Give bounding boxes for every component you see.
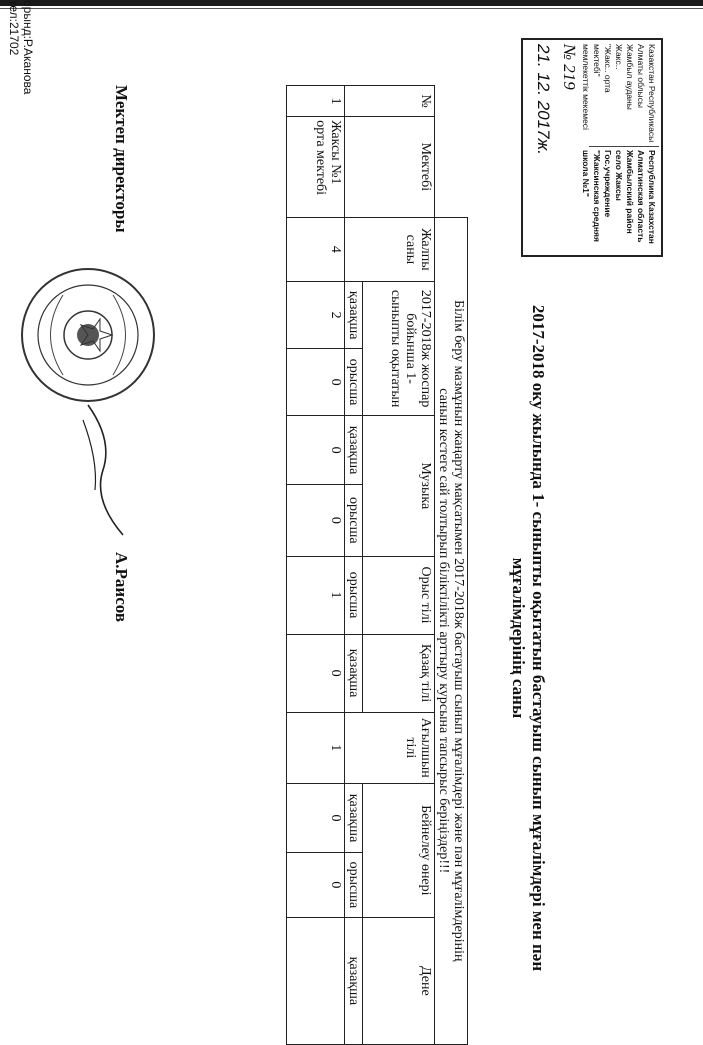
document-title: 2017-2018 оку жылында 1- сыныпты оқытатын бастауыш сынып мұғалімдері мен пән мұғалімдерінің саны — [509, 304, 548, 972]
cell-no: 1 — [287, 86, 345, 117]
stamp-reg-date: 21. 12. 2017ж. — [534, 44, 553, 155]
sub-music-ru: орысша — [345, 485, 363, 556]
header-english: Ағылшын тілі — [345, 712, 435, 783]
cell-art-kz: 0 — [287, 783, 345, 852]
sub-pe-kz: қазақша — [345, 917, 363, 1044]
cell-plan-kz: 2 — [287, 282, 345, 349]
school-seal-icon — [18, 265, 158, 405]
teachers-table — [286, 85, 468, 1045]
cell-school: Жаксы №1 орта мектебі — [287, 117, 345, 217]
footer-phone: тел:21702 — [7, 0, 21, 56]
sub-kazakh: қазақша — [345, 634, 363, 712]
stamp-russian-text: Республика Казахстан Алматинская область Жамбылский район село Жаксы Гос.учреждение "Жаксинская средняя школа №1" — [581, 150, 657, 244]
header-kazakh: Қазақ тілі — [363, 634, 435, 712]
table-caption: Білім беру мазмұнын жаңарту мақсатымен 2017-2018ж бастауыш сынып мұғалімдері және пән мұғалімдерінің санын кестеге сай толтырып біліктілікті арттыру курсына тапсырыс беріңіздер!!! — [435, 217, 468, 1044]
header-art: Бейнелеу өнері — [363, 783, 435, 917]
cell-plan-ru: 0 — [287, 349, 345, 416]
cell-english: 1 — [287, 712, 345, 783]
stamp-divider — [589, 146, 659, 147]
cell-russian: 1 — [287, 556, 345, 634]
cell-music-kz: 0 — [287, 416, 345, 485]
stamp-kazakh-text: Казакстан Республикасы Алматы облысы Жамбыл ауданы Жакс.. "Жакс.. орта мектебi" мемлекеттік мекемесі — [581, 44, 657, 143]
sub-russian: орысша — [345, 556, 363, 634]
signature-icon — [73, 400, 143, 540]
header-music: Музыка — [363, 416, 435, 556]
cell-pe — [287, 917, 345, 1044]
stamp-reg-number: № 219 — [560, 44, 579, 90]
header-russian: Орыс тілі — [363, 556, 435, 634]
sub-art-ru: орысша — [345, 853, 363, 918]
cell-total: 4 — [287, 217, 345, 282]
cell-music-ru: 0 — [287, 485, 345, 556]
header-total: Жалпы саны — [345, 217, 435, 282]
header-plan: 2017-2018ж жоспар бойынша 1- сыныпты оқытатын — [363, 282, 435, 416]
table-row — [287, 86, 345, 1045]
header-school: Мектебі — [345, 117, 435, 217]
sub-plan-kz: қазақша — [345, 282, 363, 349]
footer-contact — [7, 0, 35, 94]
director-label: Мектеп директоры — [112, 85, 131, 233]
director-name: А.Раисов — [112, 552, 131, 623]
cell-art-ru: 0 — [287, 853, 345, 918]
cell-kazakh: 0 — [287, 634, 345, 712]
footer-executor: орынд:Р.Аканова — [21, 0, 35, 95]
sub-plan-ru: орысша — [345, 349, 363, 416]
registration-stamp — [521, 38, 663, 257]
sub-art-kz: қазақша — [345, 783, 363, 852]
sub-music-kz: қазақша — [345, 416, 363, 485]
header-no: № — [345, 86, 435, 117]
header-pe: Дене — [363, 917, 435, 1044]
